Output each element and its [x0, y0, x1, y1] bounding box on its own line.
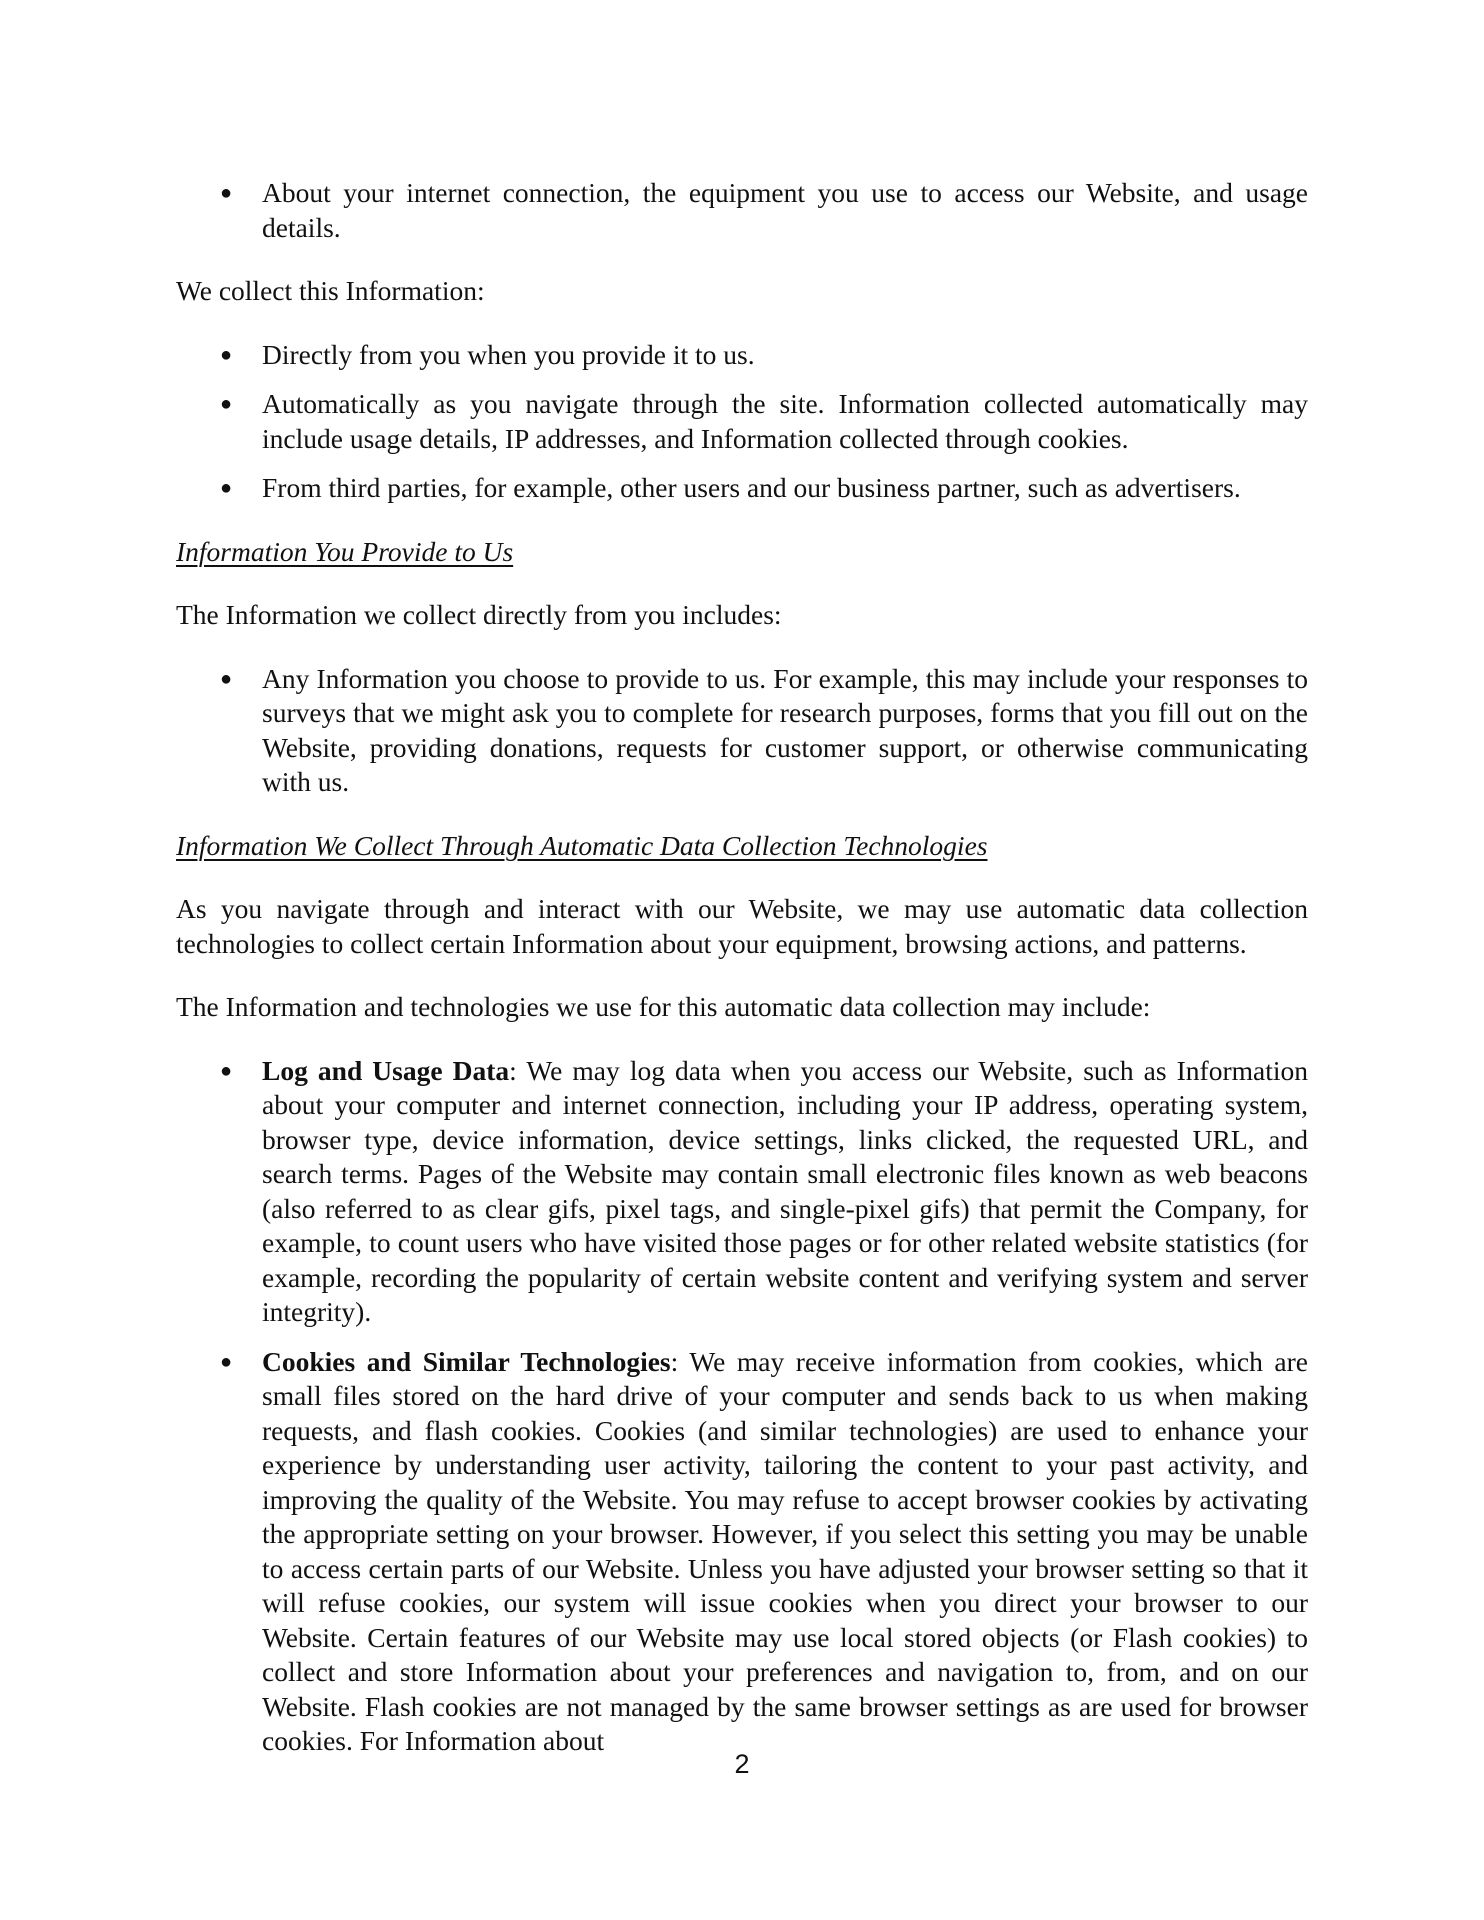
- provide-bullet-list: [176, 662, 1308, 800]
- bullet-icon: ●: [220, 1059, 233, 1082]
- bullet-text: About your internet connection, the equipment you use to access our Website, and usage details.: [262, 177, 1308, 243]
- bullet-text: Automatically as you navigate through the site. Information collected automatically may include usage details, IP addresses, and Information collected through cookies.: [262, 388, 1308, 454]
- section-automatic-intro: As you navigate through and interact with our Website, we may use automatic data collection technologies to collect certain Information about your equipment, browsing actions, and patterns.: [176, 893, 1308, 959]
- bullet-icon: ●: [220, 393, 233, 415]
- list-item: [176, 338, 1308, 373]
- list-item: [176, 387, 1308, 456]
- bullet-icon: ●: [220, 343, 233, 366]
- term-description: : We may log data when you access our Website, such as Information about your computer and internet connection, including your IP address, operating system, browser type, device information, device settings, links clicked, the requested URL, and search terms. Pages of the Website may contain small electronic files known as web beacons (also referred to as clear gifs, pixel tags, and single-pixel gifs) that permit the Company, for example, to count users who have visited those pages or for other related website statistics (for example, recording the popularity of certain website content and verifying system and server integrity).: [262, 1054, 1308, 1327]
- list-item: [176, 176, 1308, 245]
- page-content: [176, 176, 1308, 1788]
- bullet-icon: ●: [220, 182, 233, 204]
- bullet-text: Any Information you choose to provide to us. For example, this may include your responses to surveys that we might ask you to complete for research purposes, forms that you fill out on the Website, providing donations, requests for customer support, or otherwise communicating with us.: [262, 662, 1308, 797]
- bullet-icon: ●: [220, 667, 233, 690]
- term-log-usage-data: Log and Usage Data: [262, 1054, 510, 1086]
- list-item: [176, 1054, 1308, 1330]
- bullet-icon: ●: [220, 477, 233, 499]
- automatic-bullet-list: [176, 1054, 1308, 1759]
- term-description: : We may receive information from cookies, which are small files stored on the hard drive of your computer and sends back to us when making requests, and flash cookies. Cookies (and similar technologies) are used to enhance your experience by understanding user activity, tailoring the content to your past activity, and improving the quality of the Website. You may refuse to accept browser cookies by activating the appropriate setting on your browser. However, if you select this setting you may be unable to access certain parts of our Website. Unless you have adjusted your browser setting so that it will refuse cookies, our system will issue cookies when you direct your browser to our Website. Certain features of our Website may use local stored objects (or Flash cookies) to collect and store Information about your preferences and navigation to, from, and on our Website. Flash cookies are not managed by the same browser settings as are used for browser cookies. For Information about: [262, 1345, 1309, 1756]
- section-provide-intro: The Information we collect directly from you includes:: [176, 599, 782, 630]
- section-automatic-list-intro: The Information and technologies we use for this automatic data collection may include:: [176, 991, 1151, 1022]
- collect-intro: We collect this Information:: [176, 275, 485, 306]
- list-item: [176, 662, 1308, 800]
- list-item: [176, 471, 1308, 506]
- term-cookies-technologies: Cookies and Similar Technologies: [262, 1345, 671, 1377]
- bullet-text: Directly from you when you provide it to us.: [262, 338, 755, 370]
- section-heading-automatic: Information We Collect Through Automatic Data Collection Technologies: [176, 829, 988, 861]
- collect-bullet-list: [176, 338, 1308, 506]
- bullet-text: From third parties, for example, other users and our business partner, such as advertisers.: [262, 472, 1241, 503]
- intro-bullet-list: [176, 176, 1308, 245]
- list-item: [176, 1345, 1308, 1759]
- page-number: 2: [734, 1749, 750, 1779]
- section-heading-provide: Information You Provide to Us: [176, 535, 514, 567]
- bullet-icon: ●: [220, 1350, 233, 1373]
